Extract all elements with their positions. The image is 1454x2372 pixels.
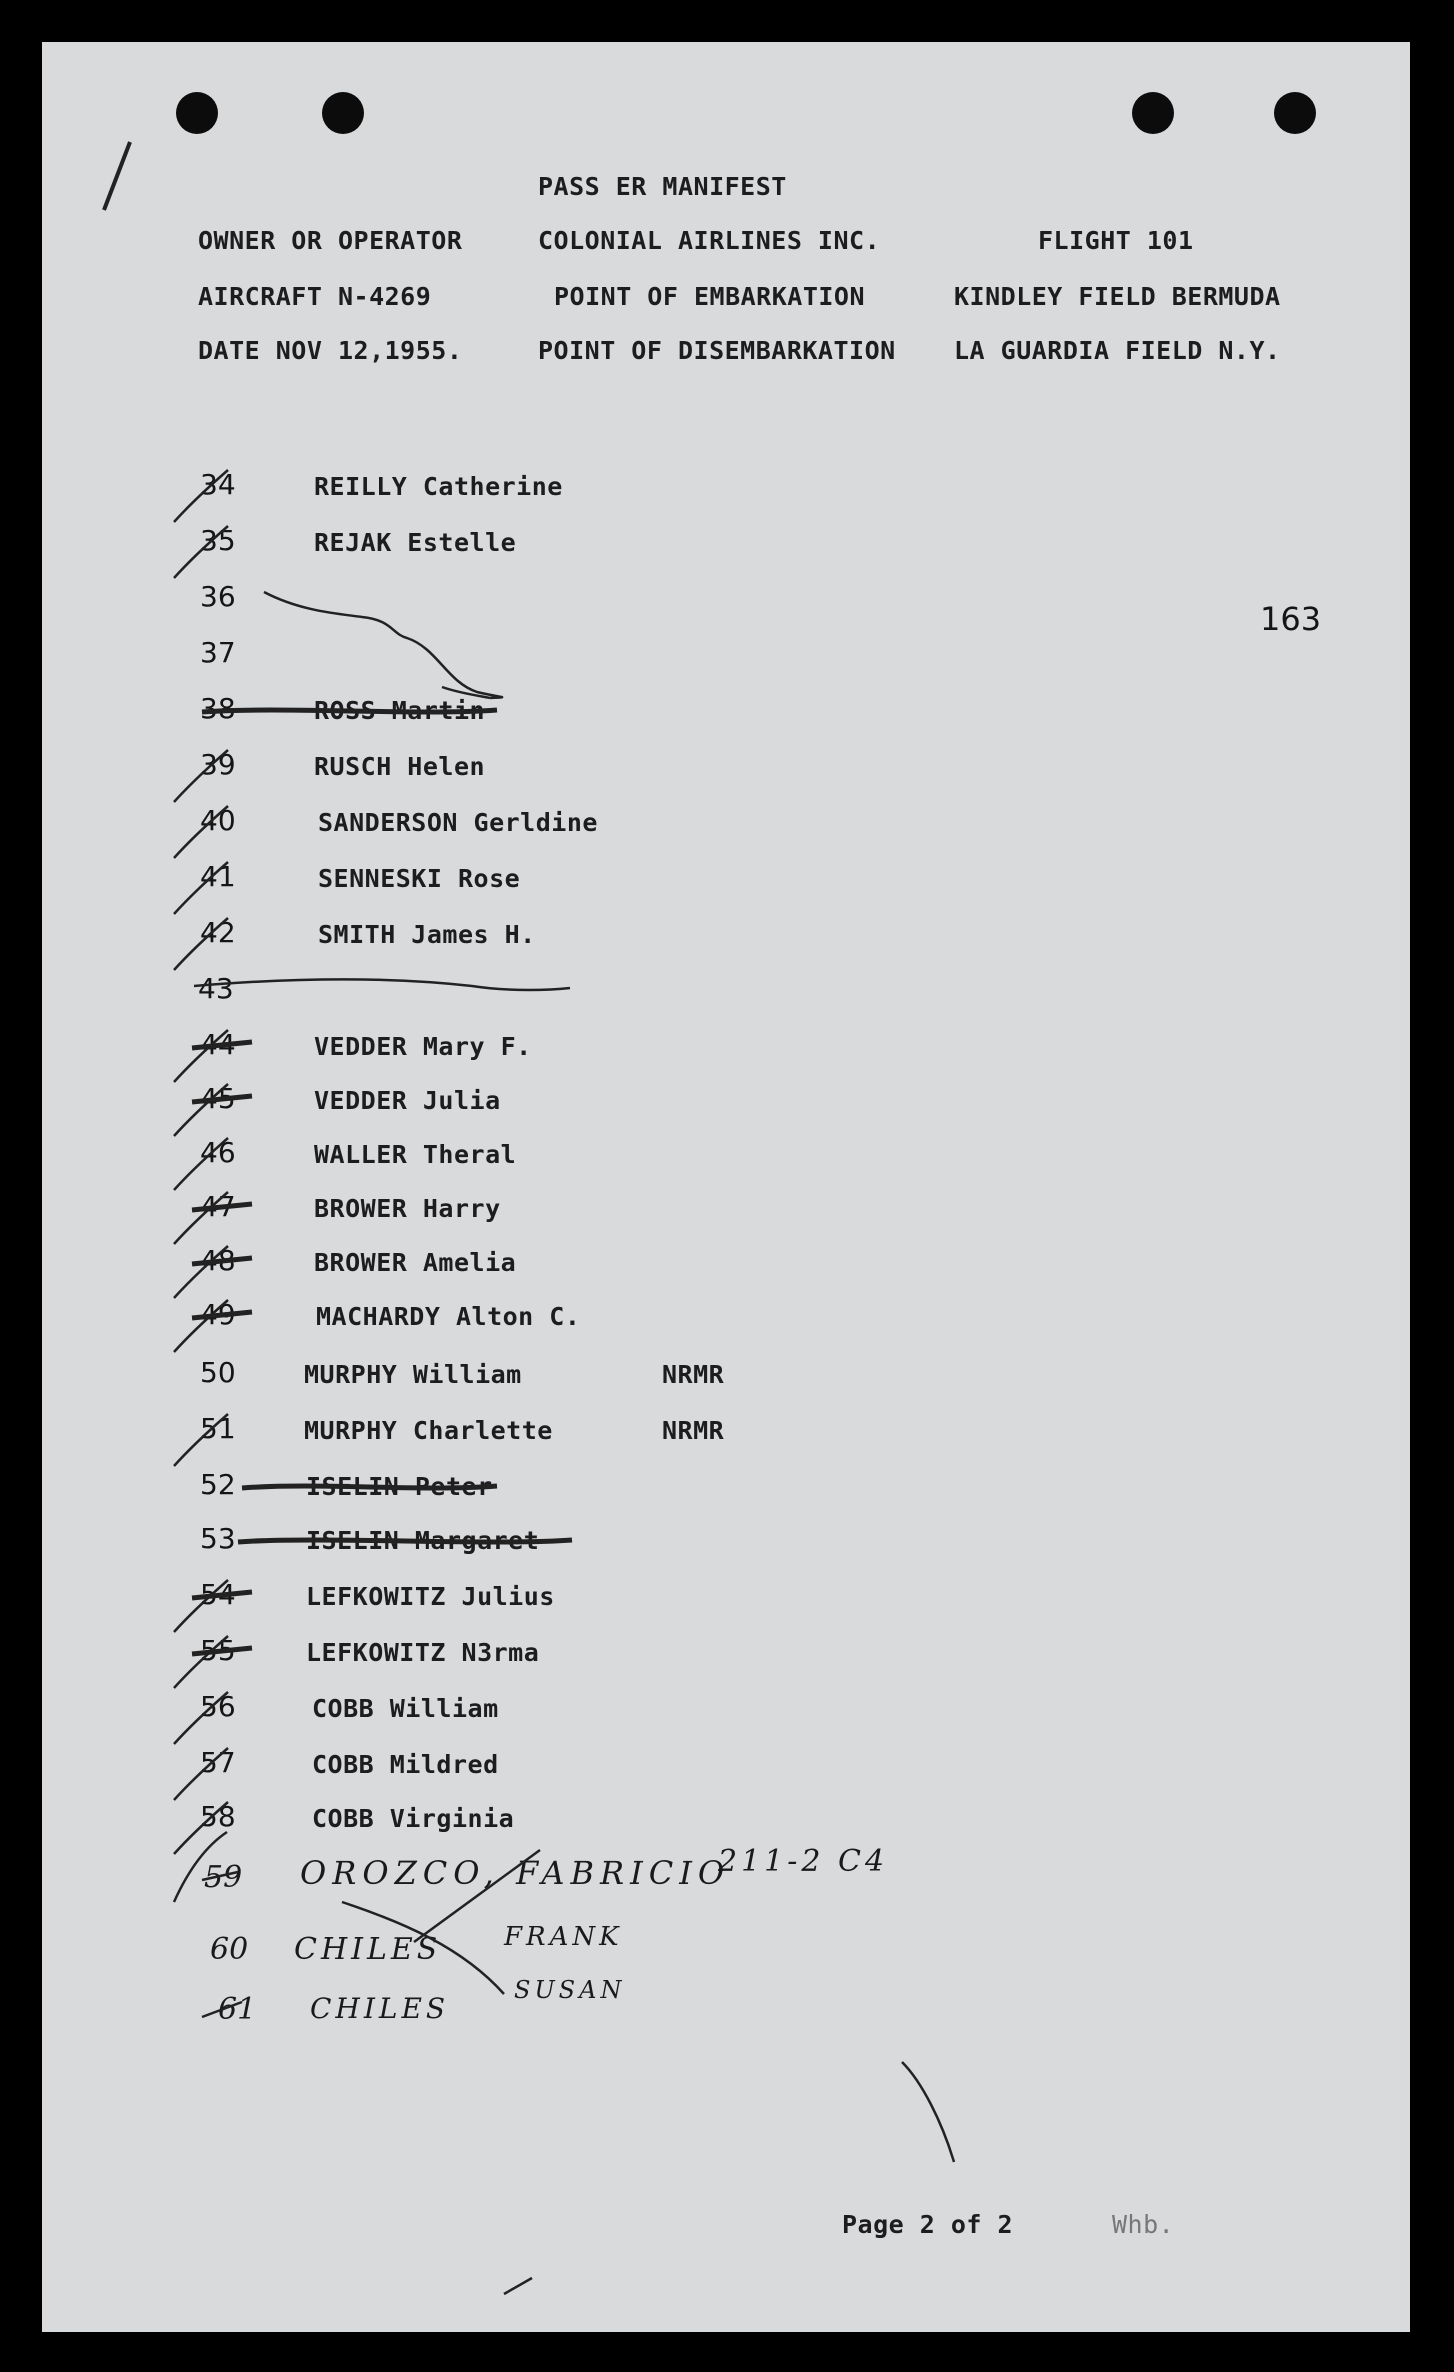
passenger-name: BROWER Amelia — [314, 1248, 517, 1277]
handwritten-60-first: FRANK — [504, 1922, 623, 1952]
clerk-initials: Whb. — [1112, 2210, 1175, 2239]
passenger-seat-number: 34 — [200, 468, 236, 501]
passenger-seat-number: 46 — [200, 1136, 236, 1169]
passenger-seat-number: 53 — [200, 1522, 236, 1555]
handwritten-61-num: 61 — [218, 1992, 257, 2027]
passenger-seat-number: 49 — [200, 1298, 236, 1331]
passenger-seat-number: 45 — [200, 1082, 236, 1115]
handwritten-60-name: CHILES — [294, 1932, 442, 1967]
handwritten-59-code: 211-2 C4 — [718, 1844, 889, 1879]
passenger-seat-number: 42 — [200, 916, 236, 949]
handwritten-61-first: SUSAN — [514, 1976, 626, 2004]
disembarkation-label: POINT OF DISEMBARKATION — [538, 336, 896, 365]
passenger-name: COBB William — [312, 1694, 499, 1723]
embarkation-value: KINDLEY FIELD BERMUDA — [954, 282, 1281, 311]
passenger-name: SMITH James H. — [318, 920, 536, 949]
passenger-name: MURPHY William — [304, 1360, 522, 1389]
passenger-note: NRMR — [662, 1416, 725, 1445]
passenger-name: COBB Mildred — [312, 1750, 499, 1779]
passenger-seat-number: 58 — [200, 1800, 236, 1833]
passenger-name: LEFKOWITZ Julius — [306, 1582, 555, 1611]
passenger-name: VEDDER Julia — [314, 1086, 501, 1115]
passenger-seat-number: 50 — [200, 1356, 236, 1389]
passenger-name: COBB Virginia — [312, 1804, 515, 1833]
passenger-name: ISELIN Margaret — [306, 1526, 540, 1555]
passenger-seat-number: 56 — [200, 1690, 236, 1723]
embarkation-label: POINT OF EMBARKATION — [554, 282, 866, 311]
flight-number: FLIGHT 101 — [1038, 226, 1194, 255]
aircraft: AIRCRAFT N-4269 — [198, 282, 432, 311]
handwritten-strike-marks — [42, 42, 1410, 2332]
passenger-name: SANDERSON Gerldine — [318, 808, 598, 837]
passenger-seat-number: 35 — [200, 524, 236, 557]
passenger-seat-number: 36 — [200, 580, 236, 613]
passenger-seat-number: 52 — [200, 1468, 236, 1501]
owner-value: COLONIAL AIRLINES INC. — [538, 226, 881, 255]
passenger-seat-number: 43 — [198, 972, 234, 1005]
handwritten-61-name: CHILES — [310, 1992, 450, 2025]
passenger-seat-number: 37 — [200, 636, 236, 669]
passenger-name: MURPHY Charlette — [304, 1416, 553, 1445]
manifest-page — [42, 42, 1410, 2332]
passenger-name: LEFKOWITZ N3rma — [306, 1638, 540, 1667]
owner-label: OWNER OR OPERATOR — [198, 226, 463, 255]
passenger-name: WALLER Theral — [314, 1140, 517, 1169]
passenger-seat-number: 39 — [200, 748, 236, 781]
passenger-name: RUSCH Helen — [314, 752, 486, 781]
handwritten-60-num: 60 — [210, 1932, 249, 1967]
passenger-seat-number: 51 — [200, 1412, 236, 1445]
passenger-name: MACHARDY Alton C. — [316, 1302, 581, 1331]
passenger-name: REILLY Catherine — [314, 472, 563, 501]
passenger-seat-number: 54 — [200, 1578, 236, 1611]
passenger-seat-number: 44 — [200, 1028, 236, 1061]
passenger-note: NRMR — [662, 1360, 725, 1389]
passenger-seat-number: 38 — [200, 692, 236, 725]
passenger-seat-number: 40 — [200, 804, 236, 837]
passenger-seat-number: 57 — [200, 1746, 236, 1779]
disembarkation-value: LA GUARDIA FIELD N.Y. — [954, 336, 1281, 365]
page-count: Page 2 of 2 — [842, 2210, 1014, 2239]
passenger-seat-number: 41 — [200, 860, 236, 893]
passenger-seat-number: 55 — [200, 1634, 236, 1667]
passenger-name: VEDDER Mary F. — [314, 1032, 532, 1061]
manifest-title: PASS ER MANIFEST — [538, 172, 787, 201]
passenger-seat-number: 48 — [200, 1244, 236, 1277]
passenger-name: ISELIN Peter — [306, 1472, 493, 1501]
handwritten-59-name: OROZCO, FABRICIO — [300, 1854, 731, 1892]
passenger-name: ROSS Martin — [314, 696, 486, 725]
passenger-seat-number: 47 — [200, 1190, 236, 1223]
passenger-name: SENNESKI Rose — [318, 864, 521, 893]
page-stamp-number: 163 — [1260, 600, 1322, 638]
flight-date: DATE NOV 12,1955. — [198, 336, 463, 365]
passenger-name: BROWER Harry — [314, 1194, 501, 1223]
passenger-name: REJAK Estelle — [314, 528, 517, 557]
handwritten-59-num: 59 — [204, 1860, 243, 1895]
